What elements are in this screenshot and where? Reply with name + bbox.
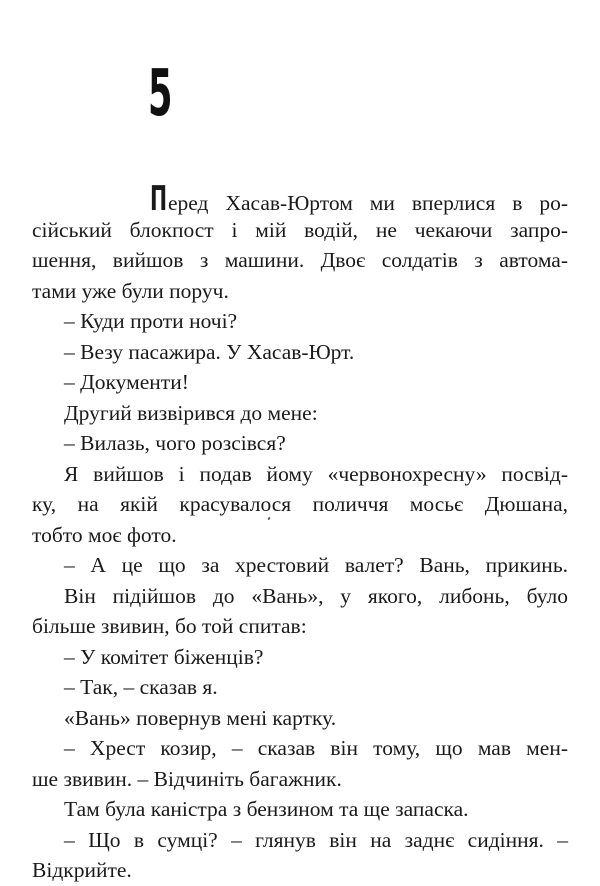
text-line: шення, вийшов з машини. Двоє солдатів з автома-	[32, 248, 568, 272]
text-line: Він підійшов до «Вань», у якого, либонь, було	[64, 583, 568, 608]
text-line-content: еред Хасав-Юртом ми вперлися в ро-	[168, 191, 568, 215]
text-line: Там була каністра з бензином та ще запаска.	[64, 797, 469, 821]
dialogue-line: – А це що за хрестовий валет? Вань, прикинь.	[64, 553, 568, 577]
text-line: ше звивин. – Відчиніть багажник.	[32, 766, 342, 791]
dialogue-line: – Хрест козир, – сказав він тому, що мав мен-	[64, 736, 568, 760]
dialogue-line: – Вилазь, чого розсівся?	[64, 431, 286, 455]
text-line: «Вань» повернув мені картку.	[64, 705, 337, 730]
text-line: ку, на якій красувалося поличчя мосьє Дюшана,	[32, 492, 568, 516]
text-line: сійський блокпост і мій водій, не чекаючи запро-	[32, 217, 568, 242]
chapter-number: 5	[148, 57, 173, 131]
text-line: тобто моє фото.	[32, 522, 177, 547]
text-line: більше звивин, бо той спитав:	[32, 614, 307, 638]
drop-cap: П	[150, 179, 168, 219]
text-line: Другий визвірився до мене:	[64, 400, 318, 425]
dialogue-line: – Що в сумці? – глянув він на заднє сидіння. –	[64, 827, 568, 852]
dialogue-line: – Куди проти ночі?	[64, 309, 238, 333]
text-line: тами уже були поруч.	[32, 278, 229, 303]
text-line: Я вийшов і подав йому «червонохресну» посвід-	[64, 461, 568, 486]
body-text	[32, 179, 568, 886]
dialogue-line: – Везу пасажира. У Хасав-Юрт.	[64, 339, 355, 364]
text-line	[32, 179, 568, 219]
dialogue-line: – У комітет біженців?	[64, 644, 264, 669]
text-line: Відкрийте.	[32, 858, 132, 882]
dialogue-line: – Так, – сказав я.	[64, 675, 218, 699]
dialogue-line: – Документи!	[64, 370, 189, 394]
